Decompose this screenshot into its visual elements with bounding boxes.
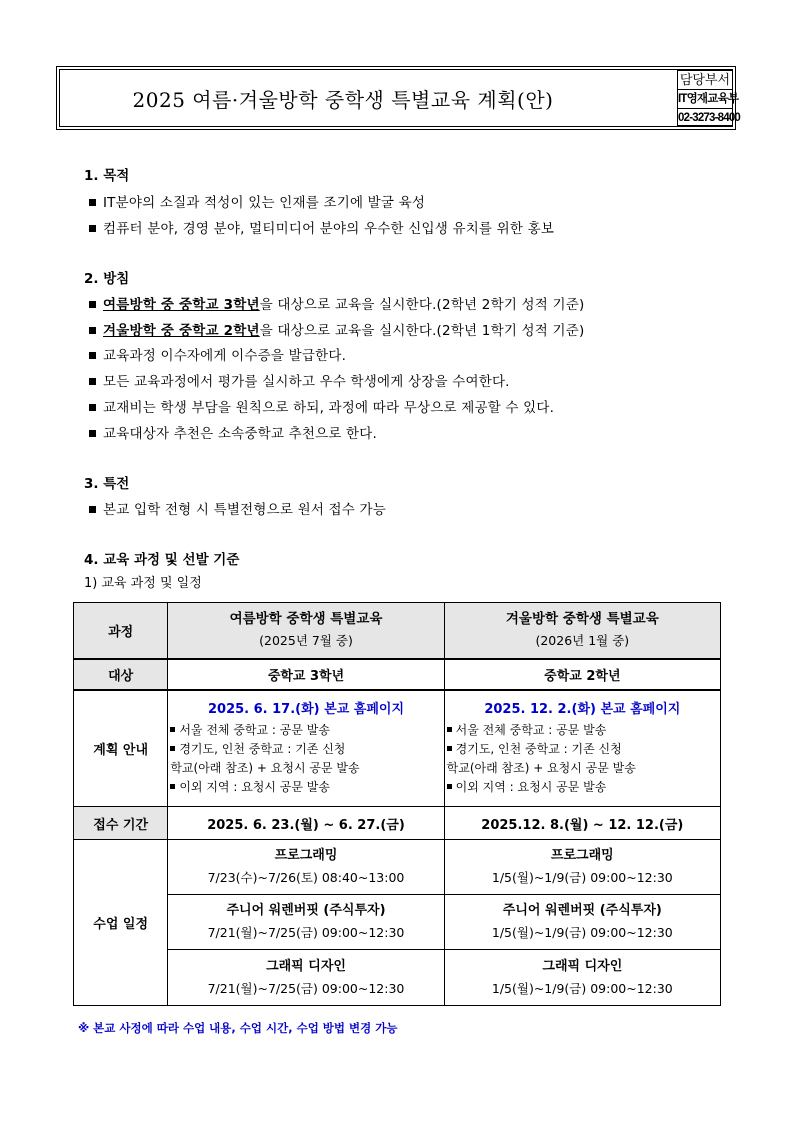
course-time: 1/5(월)~1/9(금) 09:00~12:30	[491, 980, 673, 996]
policy-item: 모든 교육과정에서 평가를 실시하고 우수 학생에게 상장을 수여한다.	[89, 370, 510, 390]
policy-item: 교육대상자 추천은 소속중학교 추천으로 한다.	[89, 422, 377, 442]
winter-course-period: (2026년 1월 중)	[535, 633, 630, 649]
section-purpose-title: 1. 목적	[84, 168, 130, 184]
square-bullet-icon	[89, 301, 96, 308]
schedule-change-note: ※ 본교 사정에 따라 수업 내용, 수업 시간, 수업 방법 변경 가능	[78, 1021, 398, 1035]
policy-item: 여름방학 중 중학교 3학년을 대상으로 교육을 실시한다.(2학년 2학기 성적 기준)	[89, 293, 584, 313]
course-time: 7/21(월)~7/25(금) 09:00~12:30	[207, 925, 405, 940]
schedule-label: 수업 일정	[74, 840, 168, 1006]
apply-label: 접수 기간	[74, 807, 168, 840]
winter-guide-date: 2025. 12. 2.(화) 본교 홈페이지	[484, 702, 681, 718]
policy-highlight: 여름방학 중 중학교 3학년	[103, 297, 260, 313]
square-bullet-icon	[89, 378, 96, 385]
course-name: 프로그래밍	[550, 848, 614, 863]
course-time: 1/5(월)~1/9(금) 09:00~12:30	[491, 925, 673, 940]
course-name: 주니어 워렌버핏 (주식투자)	[226, 903, 386, 918]
curriculum-table	[73, 602, 721, 1006]
square-bullet-icon	[89, 430, 96, 437]
policy-item: 교재비는 학생 부담을 원칙으로 하되, 과정에 따라 무상으로 제공할 수 있다.	[89, 396, 554, 416]
table-row	[74, 895, 721, 950]
winter-target: 중학교 2학년	[444, 659, 720, 690]
document-title: 2025 여름·겨울방학 중학생 특별교육 계획(안)	[132, 87, 554, 112]
section-benefit-title: 3. 특전	[84, 476, 130, 492]
winter-course-header	[444, 603, 720, 659]
course-header-label: 과정	[74, 603, 168, 659]
summer-course-slot	[168, 840, 444, 895]
square-bullet-icon	[89, 327, 96, 334]
document-header	[56, 66, 741, 130]
table-row	[74, 603, 721, 659]
table-row	[74, 840, 721, 895]
benefit-item: 본교 입학 전형 시 특별전형으로 원서 접수 가능	[89, 498, 386, 518]
table-row	[74, 807, 721, 840]
square-bullet-icon	[89, 404, 96, 411]
winter-course-slot	[444, 950, 720, 1006]
winter-course-slot	[444, 840, 720, 895]
table-row	[74, 950, 721, 1006]
square-bullet-icon	[170, 784, 175, 789]
summer-course-period: (2025년 7월 중)	[259, 633, 353, 649]
department-box	[677, 70, 741, 126]
square-bullet-icon	[170, 727, 175, 732]
summer-course-header	[168, 603, 444, 659]
square-bullet-icon	[89, 506, 96, 513]
square-bullet-icon	[447, 746, 452, 751]
course-time: 7/21(월)~7/25(금) 09:00~12:30	[207, 980, 405, 996]
course-name: 주니어 워렌버핏 (주식투자)	[502, 903, 662, 918]
table-row	[74, 659, 721, 690]
table-row	[74, 690, 721, 807]
square-bullet-icon	[447, 727, 452, 732]
summer-course-title: 여름방학 중학생 특별교육	[229, 611, 383, 628]
summer-guide: 2025. 6. 17.(화) 본교 홈페이지 서울 전체 중학교 : 공문 발송 경기도, 인천 중학교 : 기존 신청 학교(아래 참조) + 요청시 공문 발송 이외 지역 : 요청시 공문 발송	[168, 690, 444, 807]
curriculum-subtitle: 1) 교육 과정 및 일정	[84, 576, 202, 591]
department-name: IT영재교육부	[678, 89, 732, 108]
winter-guide: 2025. 12. 2.(화) 본교 홈페이지 서울 전체 중학교 : 공문 발송 경기도, 인천 중학교 : 기존 신청 학교(아래 참조) + 요청시 공문 발송 이외 지역 : 요청시 공문 발송	[444, 690, 720, 807]
course-name: 그래픽 디자인	[542, 958, 623, 974]
course-name: 그래픽 디자인	[266, 958, 346, 974]
course-name: 프로그래밍	[274, 848, 338, 863]
square-bullet-icon	[89, 199, 96, 206]
square-bullet-icon	[447, 784, 452, 789]
section-policy-title: 2. 방침	[84, 271, 130, 287]
policy-item: 교육과정 이수자에게 이수증을 발급한다.	[89, 344, 346, 364]
summer-course-slot	[168, 950, 444, 1006]
department-label: 담당부서	[679, 72, 731, 87]
summer-target: 중학교 3학년	[168, 659, 444, 690]
policy-item: 겨울방학 중 중학교 2학년을 대상으로 교육을 실시한다.(2학년 1학기 성적 기준)	[89, 319, 584, 339]
square-bullet-icon	[170, 746, 175, 751]
square-bullet-icon	[89, 225, 96, 232]
summer-course-slot	[168, 895, 444, 950]
winter-apply-period: 2025.12. 8.(월) ~ 12. 12.(금)	[444, 807, 720, 840]
guide-label: 계획 안내	[74, 690, 168, 807]
section-curriculum-title: 4. 교육 과정 및 선발 기준	[84, 552, 240, 568]
winter-course-slot	[444, 895, 720, 950]
target-label: 대상	[74, 659, 168, 690]
summer-guide-date: 2025. 6. 17.(화) 본교 홈페이지	[207, 702, 405, 718]
purpose-item: IT분야의 소질과 적성이 있는 인재를 조기에 발굴 육성	[89, 191, 425, 211]
purpose-item: 컴퓨터 분야, 경영 분야, 멀티미디어 분야의 우수한 신입생 유치를 위한 홍보	[89, 217, 554, 237]
winter-course-title: 겨울방학 중학생 특별교육	[505, 611, 659, 628]
policy-highlight: 겨울방학 중 중학교 2학년	[103, 323, 260, 339]
course-time: 7/23(수)~7/26(토) 08:40~13:00	[207, 870, 405, 885]
course-time: 1/5(월)~1/9(금) 09:00~12:30	[491, 870, 673, 885]
department-phone: 02-3273-8400	[678, 108, 732, 127]
square-bullet-icon	[89, 352, 96, 359]
summer-apply-period: 2025. 6. 23.(월) ~ 6. 27.(금)	[168, 807, 444, 840]
